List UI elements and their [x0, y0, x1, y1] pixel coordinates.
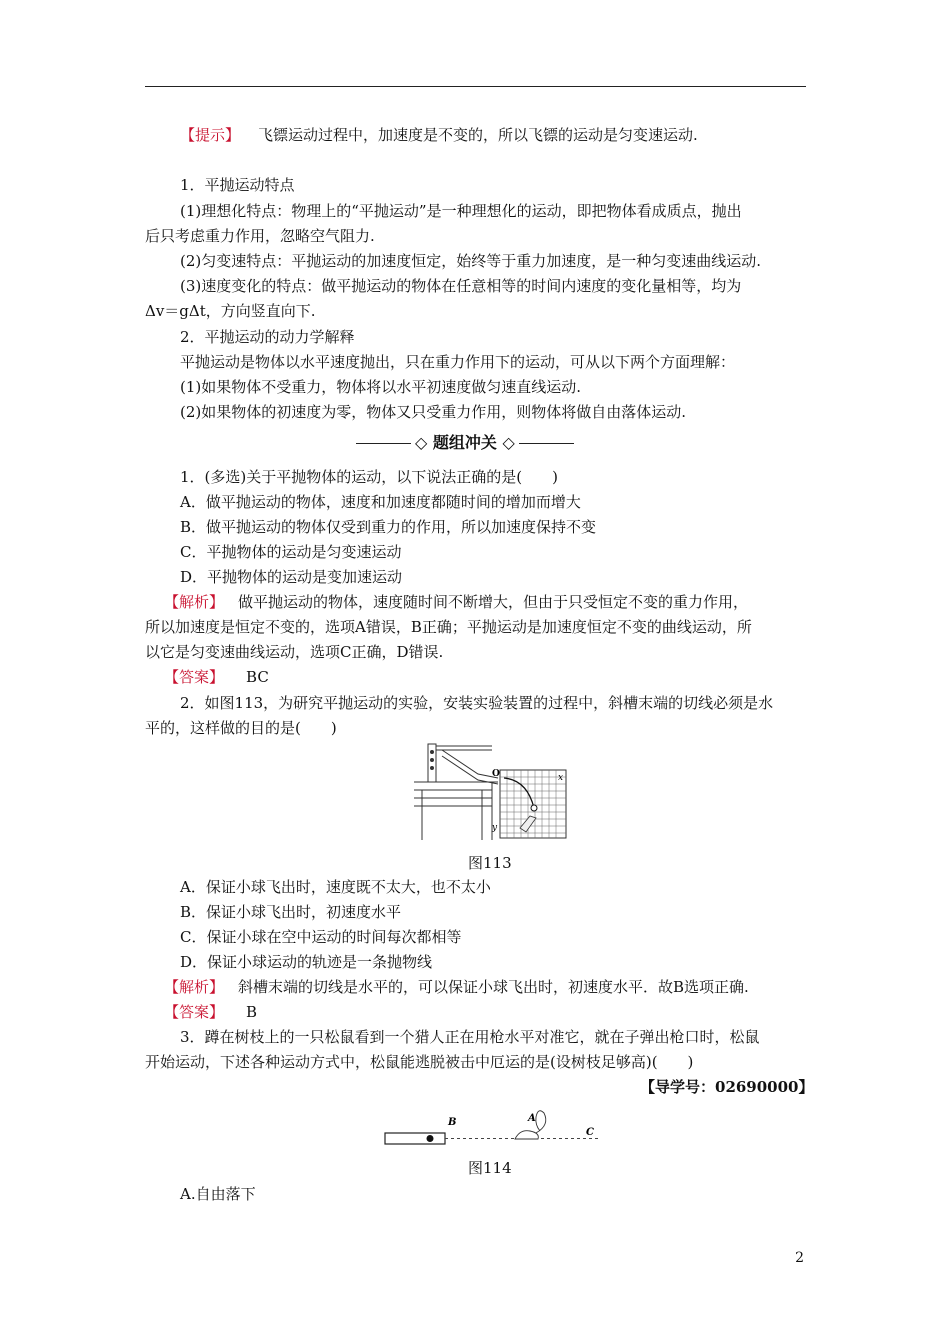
section2-p2: (2)如果物体的初速度为零，物体又只受重力作用，则物体将做自由落体运动. — [180, 403, 687, 421]
q2-option-a: A．保证小球飞出时，速度既不太大，也不太小 — [180, 878, 491, 896]
q2-answer-value: B — [246, 1003, 258, 1021]
q3-option-a: A.自由落下 — [180, 1185, 256, 1203]
q1-answer-tag: 【答案】 — [164, 668, 225, 686]
q3-stem-line1: 3．蹲在树枝上的一只松鼠看到一个猎人正在用枪水平对准它，就在子弹出枪口时，松鼠 — [180, 1028, 760, 1046]
q1-option-d: D．平抛物体的运动是变加速运动 — [180, 568, 403, 586]
hint-line — [180, 125, 698, 145]
fig113-label-x: x — [558, 773, 564, 783]
q2-answer-tag: 【答案】 — [164, 1003, 225, 1021]
page-number: 2 — [795, 1250, 804, 1266]
section2-intro: 平抛运动是物体以水平速度抛出，只在重力作用下的运动，可从以下两个方面理解： — [180, 353, 736, 371]
section-divider — [352, 430, 578, 453]
fig114-label-b: B — [448, 1117, 457, 1128]
q1-option-c: C．平抛物体的运动是匀变速运动 — [180, 543, 402, 561]
hint-text: 飞镖运动过程中，加速度是不变的，所以飞镖的运动是匀变速运动. — [258, 126, 698, 144]
q1-analysis-tag: 【解析】 — [164, 593, 225, 611]
q1-option-b: B．做平抛运动的物体仅受到重力的作用，所以加速度保持不变 — [180, 518, 597, 536]
figure-114 — [380, 1105, 610, 1150]
q1-answer-value: BC — [246, 668, 269, 686]
q2-option-b: B．保证小球飞出时，初速度水平 — [180, 903, 402, 921]
figure-114-caption: 图114 — [468, 1159, 512, 1177]
q2-option-c: C．保证小球在空中运动的时间每次都相等 — [180, 928, 462, 946]
q3-stem-line2: 开始运动，下述各种运动方式中，松鼠能逃脱被击中厄运的是(设树枝足够高)( ) — [145, 1053, 694, 1071]
section1-p3b: Δv＝gΔt，方向竖直向下. — [145, 302, 316, 320]
q2-analysis — [164, 977, 749, 997]
q1-analysis-line3: 以它是匀变速曲线运动，选项C正确，D错误. — [145, 643, 444, 661]
q1-option-a: A．做平抛运动的物体，速度和加速度都随时间的增加而增大 — [180, 493, 581, 511]
fig113-label-y: y — [492, 823, 498, 833]
q1-answer — [164, 667, 269, 687]
section2-p1: (1)如果物体不受重力，物体将以水平初速度做匀速直线运动. — [180, 378, 582, 396]
figure-113-caption: 图113 — [468, 854, 512, 872]
q2-answer — [164, 1002, 257, 1022]
q2-analysis-tag: 【解析】 — [164, 978, 225, 996]
divider-dash-left — [356, 443, 411, 444]
divider-dash-right — [519, 443, 574, 444]
section1-p2: (2)匀变速特点：平抛运动的加速度恒定，始终等于重力加速度，是一种匀变速曲线运动. — [180, 252, 762, 270]
section1-p1b: 后只考虑重力作用，忽略空气阻力. — [145, 227, 375, 245]
fig113-label-o: O — [492, 769, 500, 779]
section1-p1a: (1)理想化特点：物理上的“平抛运动”是一种理想化的运动，即把物体看成质点，抛出 — [180, 202, 742, 220]
fig114-label-c: C — [586, 1127, 594, 1138]
divider-title: ◇ 题组冲关 ◇ — [415, 433, 515, 452]
guide-number: 【导学号：02690000】 — [640, 1078, 814, 1096]
q1-analysis-line2: 所以加速度是恒定不变的，选项A错误，B正确；平抛运动是加速度恒定不变的曲线运动，所 — [145, 618, 752, 636]
fig114-label-a: A — [528, 1113, 536, 1124]
header-rule — [145, 86, 806, 87]
section1-title: 1．平抛运动特点 — [180, 176, 295, 194]
q2-stem-line1: 2．如图113，为研究平抛运动的实验，安装实验装置的过程中，斜槽末端的切线必须是水 — [180, 694, 774, 712]
section1-p3a: (3)速度变化的特点：做平抛运动的物体在任意相等的时间内速度的变化量相等，均为 — [180, 277, 742, 295]
q2-analysis-text: 斜槽末端的切线是水平的，可以保证小球飞出时，初速度水平．故B选项正确. — [238, 978, 749, 996]
q2-option-d: D．保证小球运动的轨迹是一条抛物线 — [180, 953, 433, 971]
hint-tag: 【提示】 — [180, 126, 241, 144]
q1-stem: 1．(多选)关于平抛物体的运动，以下说法正确的是( ) — [180, 468, 558, 486]
q1-analysis-line1 — [164, 592, 748, 612]
figure-113 — [412, 742, 572, 842]
section2-title: 2．平抛运动的动力学解释 — [180, 328, 355, 346]
q1-analysis-text1: 做平抛运动的物体，速度随时间不断增大，但由于只受恒定不变的重力作用， — [238, 593, 749, 611]
q2-stem-line2: 平的，这样做的目的是( ) — [145, 719, 337, 737]
